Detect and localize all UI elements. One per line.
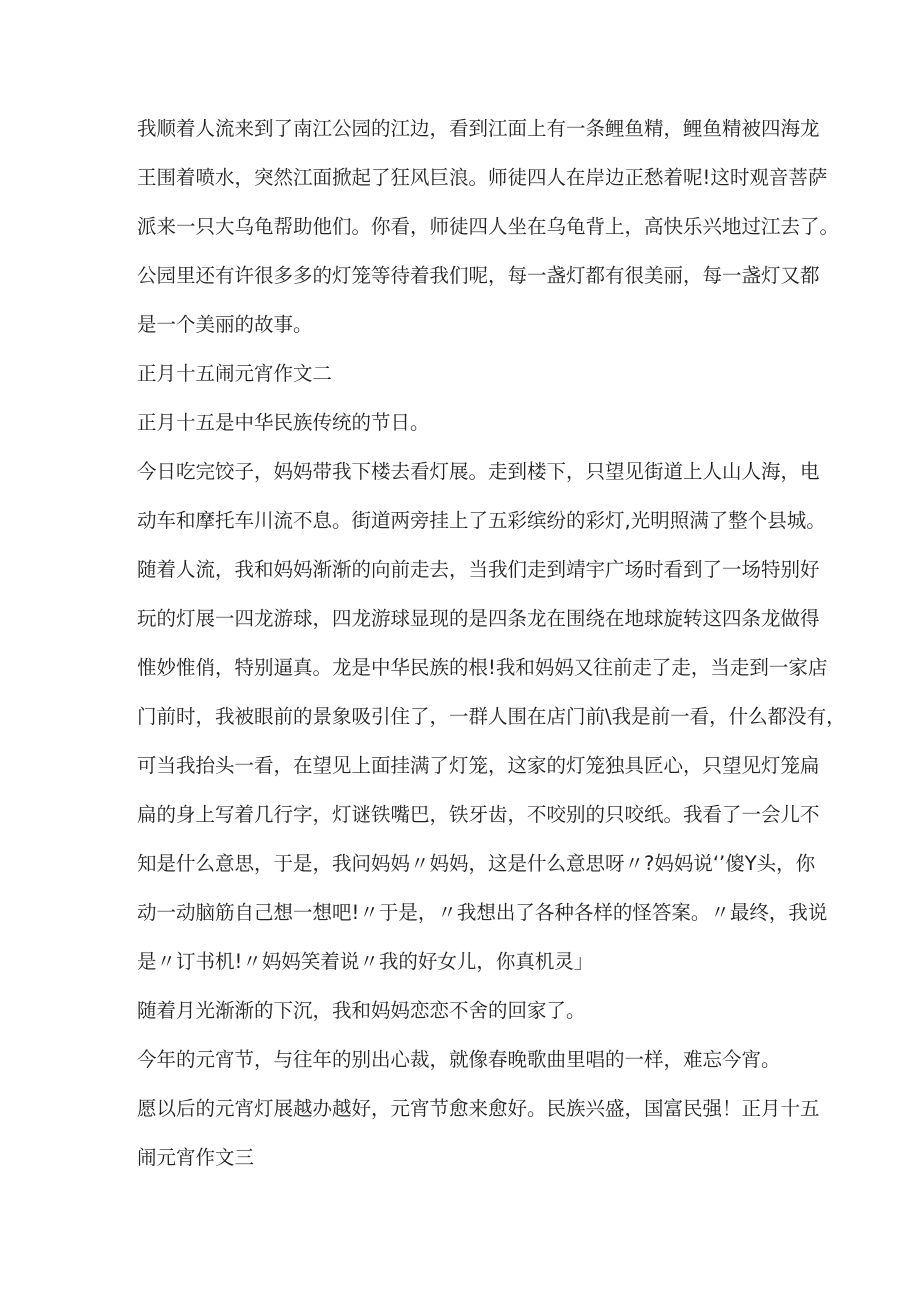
text-line-7: 正月十五是中华民族传统的节日。 [137, 411, 430, 434]
text-line-15: 扁的身上写着几行字，灯谜铁嘴巴，铁牙齿，不咬别的只咬纸。我看了一会儿不 [137, 803, 820, 826]
text-line-4: 公园里还有许很多多的灯笼等待着我们呢，每一盏灯都有很美丽，每一盏灯又都 [137, 264, 820, 287]
text-line-5: 是一个美丽的故事。 [137, 313, 313, 336]
text-line-14: 可当我抬头一看，在望见上面挂满了灯笼，这家的灯笼独具匠心，只望见灯笼扁 [137, 754, 820, 777]
section-heading-3: 闹元宵作文三 [137, 1146, 255, 1169]
text-line-20: 今年的元宵节，与往年的别出心裁，就像春晚歌曲里唱的一样，难忘今宵。 [137, 1048, 781, 1071]
text-line-19: 随着月光渐渐的下沉，我和妈妈恋恋不舍的回家了。 [137, 999, 586, 1022]
text-line-1: 我顺着人流来到了南江公园的江边，看到江面上有一条鲤鱼精，鲤鱼精被四海龙 [137, 117, 820, 140]
text-line-21: 愿以后的元宵灯展越办越好，元宵节愈来愈好。民族兴盛，国富民强！正月十五 [137, 1097, 820, 1120]
section-heading-2: 正月十五闹元宵作文二 [137, 362, 333, 385]
text-line-18: 是〃订书机!〃妈妈笑着说〃我的好女儿，你真机灵」 [137, 950, 594, 973]
text-line-17: 动一动脑筋自己想一想吧!〃于是，〃我想出了各种各样的怪答案。〃最终，我说 [137, 901, 828, 924]
text-line-11: 玩的灯展一四龙游球，四龙游球显现的是四条龙在围绕在地球旋转这四条龙做得 [137, 607, 820, 630]
text-line-3: 派来一只大乌龟帮助他们。你看，师徒四人坐在乌龟背上，高快乐兴地过江去了。 [137, 215, 840, 238]
text-line-10: 随着人流，我和妈妈渐渐的向前走去，当我们走到靖宇广场时看到了一场特别好 [137, 558, 820, 581]
text-line-16: 知是什么意思，于是，我问妈妈〃妈妈，这是什么意思呀〃?妈妈说‘’傻Y头，你 [137, 852, 816, 875]
text-line-12: 惟妙惟俏，特别逼真。龙是中华民族的根!我和妈妈又往前走了走，当走到一家店 [137, 656, 828, 679]
text-line-8: 今日吃完饺子，妈妈带我下楼去看灯展。走到楼下，只望见街道上人山人海，电 [137, 460, 820, 483]
text-line-2: 王围着喷水，突然江面掀起了狂风巨浪。师徒四人在岸边正愁着呢!这时观音菩萨 [137, 166, 828, 189]
text-line-9: 动车和摩托车川流不息。街道两旁挂上了五彩缤纷的彩灯,光明照满了整个县城。 [137, 509, 826, 532]
text-line-13: 门前时，我被眼前的景象吸引住了，一群人围在店门前\我是前一看，什么都没有， [137, 705, 846, 728]
